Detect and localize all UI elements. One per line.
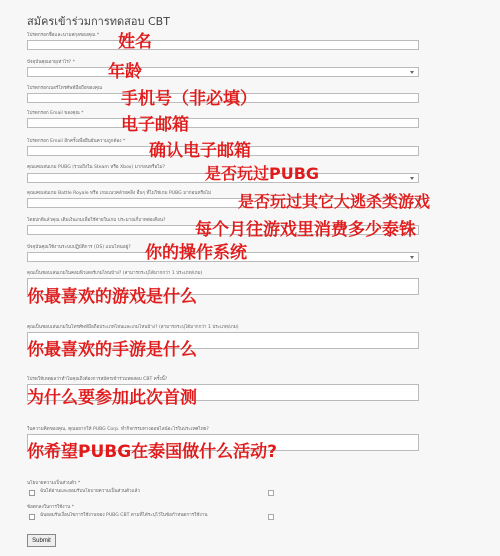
privacy-policy-label: นโยบายความเป็นส่วนตัว * <box>27 481 81 486</box>
privacy-info-icon <box>268 490 274 496</box>
age-label: ปัจจุบันคุณอายุเท่าไร? * <box>27 60 75 65</box>
battle-royale-annotation: 是否玩过其它大逃杀类游戏 <box>238 192 431 211</box>
confirm-email-label: โปรดกรอก Email อีกครั้งเพื่อยืนยันความถูกต้อง * <box>27 139 126 144</box>
pubg-played-label: คุณเคยเล่นเกม PUBG (รวมถึงใน Steam หรือ Xbox) มาก่อนหรือไม่? <box>27 165 166 170</box>
name-label: โปรดกรอกชื่อและนามสกุลของคุณ * <box>27 33 100 38</box>
terms-label: ข้อตกลงในการใช้งาน * <box>27 505 75 510</box>
pubg-played-annotation: 是否玩过PUBG <box>205 164 320 183</box>
phone-label: โปรดกรอกเบอร์โทรศัพท์มือถือของคุณ <box>27 86 103 91</box>
email-input[interactable] <box>27 118 419 128</box>
spending-annotation: 每个月往游戏里消费多少泰铢 <box>195 220 416 240</box>
pc-games-annotation: 你最喜欢的游戏是什么 <box>27 287 197 307</box>
spending-label: โดยปกติแล้วคุณ เติมเงินเกมเพื่อใช้จ่ายในเกม ประมาณกี่บาทต่อเดือน? <box>27 218 166 223</box>
offline-event-label: ในความคิดของคุณ, คุณอยากให้ PUBG Corp. ทำกิจกรรมทางออฟไลน์อะไรในประเทศไทย? <box>27 427 209 432</box>
offline-event-annotation: 你希望PUBG在泰国做什么活动? <box>27 442 278 462</box>
age-select[interactable] <box>27 67 419 77</box>
os-label: ปัจจุบันคุณใช้งานระบบปฏิบัติการ (OS) แบบไหนอยู่? <box>27 245 131 250</box>
terms-checkbox-text: ฉันยอมรับเงื่อนไขการใช้งานของ PUBG CBT ตามที่ได้ระบุไว้ในข้อกำหนดการใช้งาน <box>40 513 208 518</box>
privacy-checkbox-text: ฉันได้อ่านและยอมรับนโยบายความเป็นส่วนตัวแล้ว <box>40 489 140 494</box>
mobile-games-label: คุณเป็นชอบเล่นเกมในโทรศัพท์มือถือประเภทไหนและเกมไหนบ้าง? (สามารถระบุได้มากกว่า 1 ประเภท/เกม) <box>27 325 239 330</box>
phone-annotation: 手机号（非必填） <box>121 89 257 109</box>
email-label: โปรดกรอก Email ของคุณ * <box>27 111 84 116</box>
reason-annotation: 为什么要参加此次首测 <box>27 388 197 408</box>
pc-games-label: คุณเป็นชอบเล่นเกมในคอมพิวเตอร์เกมไหนบ้าง? (สามารถระบุได้มากกว่า 1 ประเภท/เกม) <box>27 271 203 276</box>
battle-royale-label: คุณเคยเล่นเกม Battle Royale หรือ เกมแนวคล้ายคลึง อื่นๆ ที่ไม่ใช่เกม PUBG มาก่อนหรือไม่ <box>27 191 212 196</box>
terms-info-icon <box>268 514 274 520</box>
terms-checkbox[interactable] <box>29 514 35 520</box>
os-annotation: 你的操作系统 <box>145 243 247 263</box>
email-annotation: 电子邮箱 <box>121 115 189 135</box>
reason-label: โปรดให้เหตุผลว่าทำไมคุณถึงต้องการสมัครเข้าร่วมทดสอบ CBT ครั้งนี้? <box>27 377 168 382</box>
name-annotation: 姓名 <box>118 32 152 52</box>
form-title: สมัครเข้าร่วมการทดสอบ CBT <box>27 15 170 28</box>
mobile-games-annotation: 你最喜欢的手游是什么 <box>27 340 197 360</box>
submit-button[interactable]: Submit <box>27 534 56 547</box>
confirm-email-annotation: 确认电子邮箱 <box>149 141 251 161</box>
name-input[interactable] <box>27 40 419 50</box>
age-annotation: 年龄 <box>108 62 142 82</box>
privacy-checkbox[interactable] <box>29 490 35 496</box>
